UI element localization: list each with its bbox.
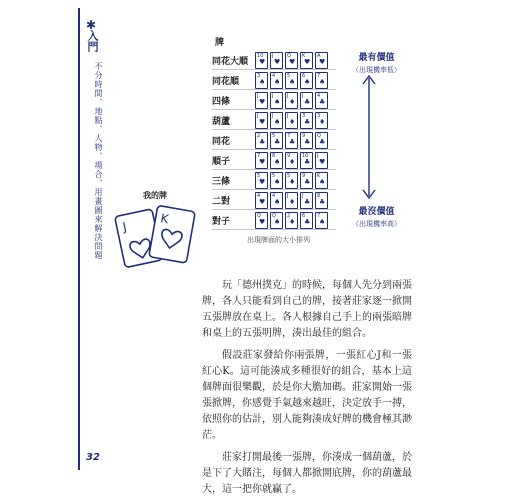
playing-card	[285, 52, 298, 69]
card-suit-icon: ♣	[259, 137, 266, 146]
card-rank: J	[272, 52, 274, 59]
playing-card	[285, 112, 298, 129]
card-rank: J	[287, 192, 289, 199]
card-suit-icon: ♦	[289, 177, 296, 186]
playing-card	[300, 212, 313, 229]
card-rank: J	[287, 112, 289, 119]
playing-card	[300, 132, 313, 149]
card-suit-icon: ♠	[274, 157, 281, 166]
card-rank: 9	[302, 132, 306, 139]
card-suit-icon: ♠	[259, 77, 266, 86]
card-k-hearts	[149, 205, 195, 263]
card-rank: 4	[317, 92, 321, 99]
card-rank: 2	[257, 132, 261, 139]
card-suit-icon: ♣	[304, 217, 311, 226]
playing-card	[315, 192, 328, 209]
playing-card	[255, 132, 268, 149]
card-rank: 8	[317, 192, 321, 199]
double-arrow-icon	[359, 72, 379, 202]
card-suit-icon: ♠	[274, 217, 281, 226]
card-k-rank: K	[159, 211, 170, 227]
playing-card	[255, 192, 268, 209]
card-suit-icon: ♣	[304, 197, 311, 206]
best-value-title: 最有價值	[358, 53, 395, 63]
card-suit-icon: ♣	[304, 137, 311, 146]
card-suit-icon: ♥	[319, 157, 326, 166]
card-suit-icon: ♣	[289, 137, 296, 146]
playing-card	[300, 172, 313, 189]
card-suit-icon: ♥	[259, 157, 266, 166]
card-suit-icon: ♠	[274, 197, 281, 206]
card-suit-icon: ♠	[289, 77, 296, 86]
card-rank: K	[317, 172, 321, 179]
card-rank: J	[317, 152, 319, 159]
playing-card	[255, 172, 268, 189]
playing-card	[255, 72, 268, 89]
card-suit-icon: ♥	[319, 57, 326, 66]
card-rank: K	[302, 52, 306, 59]
playing-card	[315, 52, 328, 69]
body-paragraph: 假設莊家發給你兩張牌，一張紅心J和一張紅心K。這可能湊成多種很好的組合，基本上這個牌面很樂觀，於是你大膽加碼。莊家開始一張張掀牌，你感覺手氣越來越旺，決定放手一搏，依照你的估計，別人能夠湊成好牌的機會極其渺茫。	[202, 350, 412, 441]
card-suit-icon: ♥	[259, 177, 266, 186]
card-suit-icon: ♥	[259, 117, 266, 126]
card-rank: 8	[272, 152, 276, 159]
card-rank: 5	[287, 172, 291, 179]
card-rank: 7	[287, 132, 291, 139]
card-rank: J	[302, 92, 304, 99]
hand-row	[212, 110, 328, 130]
hand-row	[212, 150, 328, 170]
card-rank: 7	[317, 212, 321, 219]
card-suit-icon: ♦	[289, 97, 296, 106]
card-suit-icon: ♥	[289, 57, 296, 66]
body-paragraph: 玩「德州撲克」的時候，每個人先分到兩張牌，各人只能看到自己的牌，接著莊家逐一掀開五張牌放在桌上。各人根據自己手上的兩張暗牌和桌上的五張明牌，湊出最佳的組合。	[202, 280, 412, 339]
playing-card	[315, 72, 328, 89]
card-rank: 9	[302, 172, 306, 179]
card-rank: 3	[317, 112, 321, 119]
hand-name: 四條	[212, 96, 231, 107]
playing-card	[300, 112, 313, 129]
card-suit-icon: ♠	[304, 77, 311, 86]
card-suit-icon: ♦	[289, 197, 296, 206]
card-rank: 10	[302, 152, 309, 159]
playing-card	[255, 112, 268, 129]
card-rank: J	[287, 92, 289, 99]
hand-name: 同花	[212, 136, 231, 147]
hand-row	[212, 190, 328, 210]
worst-value-title: 最沒價值	[358, 207, 395, 217]
playing-card	[315, 132, 328, 149]
hand-cards	[255, 192, 328, 209]
playing-card	[300, 72, 313, 89]
hand-name: 同花大順	[212, 56, 249, 67]
card-rank: 2	[287, 212, 291, 219]
card-rank: 10	[257, 52, 264, 59]
playing-card	[300, 52, 313, 69]
hand-row	[212, 170, 328, 190]
playing-card	[270, 72, 283, 89]
card-suit-icon: ♠	[274, 77, 281, 86]
row-divider	[212, 229, 336, 230]
hand-cards	[255, 72, 328, 89]
playing-card	[270, 192, 283, 209]
card-suit-icon: ♦	[289, 117, 296, 126]
hand-cards	[255, 92, 328, 109]
card-suit-icon: ♣	[304, 117, 311, 126]
card-suit-icon: ♦	[289, 157, 296, 166]
card-suit-icon: ♥	[259, 97, 266, 106]
playing-card	[285, 152, 298, 169]
hand-name: 同花順	[212, 76, 240, 87]
playing-card	[315, 92, 328, 109]
card-suit-icon: ♠	[274, 97, 281, 106]
card-suit-icon: ♣	[319, 137, 326, 146]
hand-row	[212, 70, 328, 90]
playing-card	[300, 92, 313, 109]
hand-name: 順子	[212, 156, 231, 167]
card-rank: J	[257, 112, 259, 119]
card-suit-icon: ♣	[274, 137, 281, 146]
hand-name: 二對	[212, 196, 231, 207]
playing-card	[315, 112, 328, 129]
card-suit-icon: ♥	[259, 57, 266, 66]
card-suit-icon: ♣	[304, 157, 311, 166]
card-suit-icon: ♠	[319, 217, 326, 226]
card-rank: J	[272, 112, 274, 119]
playing-card	[270, 52, 283, 69]
card-rank: J	[272, 92, 274, 99]
card-rank: 5	[272, 172, 276, 179]
sidebar-rule	[78, 8, 80, 470]
playing-card	[300, 152, 313, 169]
hand-cards	[255, 112, 328, 129]
card-suit-icon: ♥	[304, 57, 311, 66]
card-rank: 5	[257, 172, 261, 179]
card-suit-icon: ♦	[319, 117, 326, 126]
card-rank: 6	[302, 212, 306, 219]
hand-row	[212, 130, 328, 150]
hand-name: 三條	[212, 176, 231, 187]
card-rank: 5	[287, 72, 291, 79]
my-hand-cards	[110, 200, 200, 280]
card-rank: 9	[287, 152, 291, 159]
card-suit-icon: ♣	[304, 97, 311, 106]
card-rank: 4	[272, 72, 276, 79]
card-suit-icon: ♦	[289, 217, 296, 226]
playing-card	[285, 132, 298, 149]
playing-card	[255, 52, 268, 69]
hand-table-heading: 牌	[215, 38, 225, 48]
hand-cards	[255, 132, 328, 149]
playing-card	[255, 152, 268, 169]
hand-row	[212, 90, 328, 110]
card-rank: J	[257, 92, 259, 99]
my-hand-label: 我的牌	[143, 191, 167, 200]
card-rank: Q	[317, 132, 321, 139]
card-suit-icon: ♣	[304, 177, 311, 186]
card-rank: 5	[272, 132, 276, 139]
card-rank: Q	[272, 212, 276, 219]
playing-card	[270, 212, 283, 229]
card-rank: 3	[302, 112, 306, 119]
card-suit-icon: ♥	[259, 197, 266, 206]
card-suit-icon: ♣	[319, 97, 326, 106]
playing-card	[315, 152, 328, 169]
worst-value-subtitle: （出現機率高）	[352, 220, 401, 228]
chapter-mark: ✱	[86, 18, 97, 32]
body-text	[202, 278, 412, 504]
playing-card	[285, 72, 298, 89]
playing-card	[300, 192, 313, 209]
card-suit-icon: ♥	[274, 57, 281, 66]
chapter-subtitle: 不分時間、地點、人物、場合，用畫圖來解決問題	[94, 62, 103, 260]
card-j-rank: J	[121, 219, 128, 235]
card-rank: 7	[257, 152, 261, 159]
best-value-subtitle: （出現機率低）	[352, 66, 401, 74]
playing-card	[285, 92, 298, 109]
playing-card	[270, 132, 283, 149]
playing-card	[285, 172, 298, 189]
worst-value-label	[352, 204, 401, 229]
page-number: 32	[86, 452, 100, 463]
card-suit-icon: ♥	[259, 217, 266, 226]
playing-card	[255, 92, 268, 109]
playing-card	[315, 212, 328, 229]
hand-cards	[255, 172, 328, 189]
playing-card	[285, 192, 298, 209]
card-rank: 4	[257, 192, 261, 199]
playing-card	[270, 112, 283, 129]
chapter-title: 入門	[86, 30, 99, 52]
card-rank: 4	[272, 192, 276, 199]
card-rank: A	[317, 52, 321, 59]
card-suit-icon: ♠	[319, 177, 326, 186]
playing-card	[270, 92, 283, 109]
hand-row	[212, 210, 328, 230]
hand-cards	[255, 152, 328, 169]
playing-card	[255, 212, 268, 229]
card-rank: 7	[317, 72, 321, 79]
hand-cards	[255, 52, 328, 69]
playing-card	[270, 172, 283, 189]
table-caption: 出現牌面的大小排列	[247, 236, 310, 244]
card-rank: 6	[302, 72, 306, 79]
card-suit-icon: ♠	[274, 177, 281, 186]
card-rank: 3	[257, 72, 261, 79]
playing-card	[285, 212, 298, 229]
body-paragraph: 莊家打開最後一張牌，你湊成一個葫蘆，於是下了大賭注，每個人都掀開底牌，你的葫蘆最大，這一把你就贏了。	[202, 452, 412, 495]
playing-card	[270, 152, 283, 169]
card-suit-icon: ♠	[274, 117, 281, 126]
hand-cards	[255, 212, 328, 229]
card-suit-icon: ♣	[319, 197, 326, 206]
hand-name: 對子	[212, 216, 231, 227]
hand-name: 葫蘆	[212, 116, 231, 127]
card-suit-icon: ♠	[319, 77, 326, 86]
hand-row	[212, 50, 328, 70]
card-rank: Q	[287, 52, 291, 59]
card-rank: Q	[257, 212, 261, 219]
playing-card	[315, 172, 328, 189]
card-rank: J	[302, 192, 304, 199]
